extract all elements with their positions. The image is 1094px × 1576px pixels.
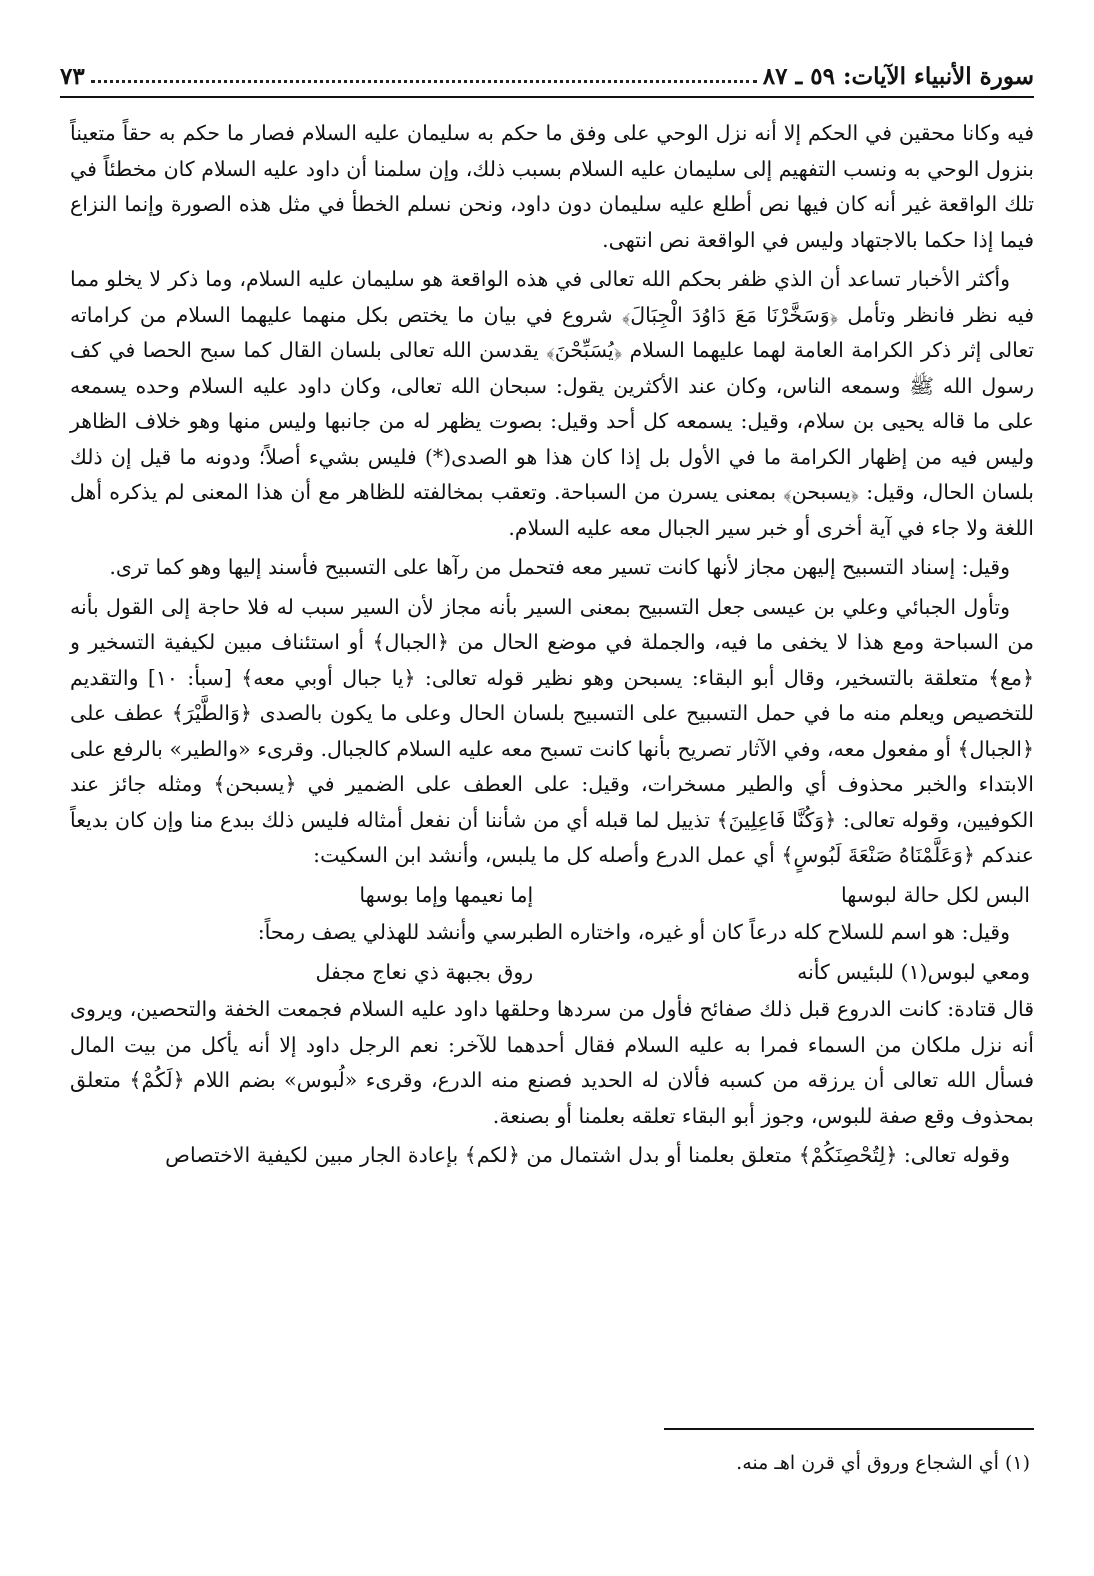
page-number: ٧٣: [60, 62, 85, 90]
paragraph-2: وأكثر الأخبار تساعد أن الذي ظفر بحكم الله تعالى في هذه الواقعة هو سليمان عليه السلام، وما ذكر لا يخلو مما فيه نظر فانظر وتأمل ﴿وَسَخَّرْنَا مَعَ دَاوُدَ الْجِبَالَ﴾ شروع في بيان ما يختص بكل منهما عليهما السلام من كراماته تعالى إثر ذكر الكرامة العامة لهما عليهما السلام ﴿يُسَبِّحْنَ﴾ يقدسن الله تعالى بلسان القال كما سبح الحصا في كف رسول الله ﷺ وسمعه الناس، وكان عند الأكثرين يقول: سبحان الله تعالى، وكان داود عليه السلام وحده يسمعه على ما قاله يحيى بن سلام، وقيل: يسمعه كل أحد وقيل: بصوت يظهر له من جانبها وليس منها وهو خلاف الظاهر وليس فيه من إظهار الكرامة ما في الأول بل إذا كان هذا هو الصدى(*) فليس بشيء أصلاً؛ ودونه ما قيل إن ذلك بلسان الحال، وقيل: ﴿يسبحن﴾ بمعنى يسرن من السباحة. وتعقب بمخالفته للظاهر مع أن هذا المعنى لم يذكره أهل اللغة ولا جاء في آية أخرى أو خبر سير الجبال معه عليه السلام.: [70, 267, 1034, 540]
header-rule: [60, 96, 1034, 98]
main-text: [70, 116, 1034, 1178]
surah-title: سورة الأنبياء الآيات: ٥٩ ـ ٨٧: [762, 62, 1034, 90]
header-dotted-leader: [91, 70, 757, 83]
verse-2-first-hemistich: ومعي لبوس(١) للبئيس كأنه: [797, 959, 1030, 984]
paragraph-verse-intro: وقيل: هو اسم للسلاح كله درعاً كان أو غيره، واختاره الطبرسي وأنشد للهذلي يصف رمحاً:: [257, 920, 1010, 944]
paragraph-1: فيه وكانا محقين في الحكم إلا أنه نزل الوحي على وفق ما حكم به سليمان عليه السلام فصار ما حكم به حقاً متعيناً بنزول الوحي به ونسب التفهيم إلى سليمان عليه السلام بسبب ذلك، وإن سلمنا أن داود عليه السلام كان مخطئاً في تلك الواقعة غير أنه كان فيها نص أطلع عليه سليمان دون داود، ونحن نسلم الخطأ في مثل هذه الصورة وإنما النزاع فيما إذا حكما بالاجتهاد وليس في الواقعة نص انتهى.: [70, 121, 1034, 252]
footnote: (١) أي الشجاع وروق أي قرن اهـ منه.: [736, 1452, 1030, 1474]
paragraph-3: وقيل: إسناد التسبيح إليهن مجاز لأنها كانت تسير معه فتحمل من رآها على التسبيح فأسند إليها وهو كما ترى.: [109, 555, 1010, 579]
paragraph-6: وقوله تعالى: ﴿لِتُحْصِنَكُمْ﴾ متعلق بعلمنا أو بدل اشتمال من ﴿لكم﴾ بإعادة الجار مبين لكيفية الاختصاص: [165, 1143, 1010, 1167]
verse-1-first-hemistich: البس لكل حالة لبوسها: [841, 882, 1030, 907]
verse-1-second-hemistich: إما نعيمها وإما بوسها: [359, 882, 534, 907]
running-header: [60, 58, 1034, 94]
paragraph-4: وتأول الجبائي وعلي بن عيسى جعل التسبيح بمعنى السير بأنه مجاز لأن السير سبب له فلا حاجة إلى القول بأنه من السباحة ومع هذا لا يخفى ما فيه، والجملة في موضع الحال من ﴿الجبال﴾ أو استئناف مبين لكيفية التسخير و ﴿مع﴾ متعلقة بالتسخير، وقال أبو البقاء: يسبحن وهو نظير قوله تعالى: ﴿يا جبال أوبي معه﴾ [سبأ: ١٠] والتقديم للتخصيص ويعلم منه ما في حمل التسبيح على التسبيح بلسان الحال وعلى ما يكون بالصدى ﴿وَالطَّيْرَ﴾ عطف على ﴿الجبال﴾ أو مفعول معه، وفي الآثار تصريح بأنها كانت تسبح معه عليه السلام كالجبال. وقرىء «والطير» بالرفع على الابتداء والخبر محذوف أي والطير مسخرات، وقيل: على العطف على الضمير في ﴿يسبحن﴾ ومثله جائز عند الكوفيين، وقوله تعالى: ﴿وَكُنَّا فَاعِلِينَ﴾ تذييل لما قبله أي من شأننا أن نفعل أمثاله فليس ذلك ببدع منا وإن كان بديعاً عندكم ﴿وَعَلَّمْنَاهُ صَنْعَةَ لَبُوسٍ﴾ أي عمل الدرع وأصله كل ما يلبس، وأنشد ابن السكيت:: [70, 594, 1034, 867]
poetry-verse-1: [70, 878, 1034, 914]
footnote-rule: [664, 1428, 1034, 1430]
paragraph-5: قال قتادة: كانت الدروع قبل ذلك صفائح فأول من سردها وحلقها داود عليه السلام فجمعت الخفة والتحصين، ويروى أنه نزل ملكان من السماء فمرا به عليه السلام فقال أحدهما للآخر: نعم الرجل داود إلا أنه يأكل من بيت المال فسأل الله تعالى أن يرزقه من كسبه فألان له الحديد فصنع منه الدرع، وقرىء «لُبوس» بضم اللام ﴿لَكُمْ﴾ متعلق بمحذوف وقع صفة للبوس، وجوز أبو البقاء تعلقه بعلمنا أو بصنعة.: [70, 997, 1034, 1128]
verse-2-second-hemistich: روق بجبهة ذي نعاج مجفل: [315, 959, 534, 984]
poetry-verse-2: [70, 955, 1034, 991]
